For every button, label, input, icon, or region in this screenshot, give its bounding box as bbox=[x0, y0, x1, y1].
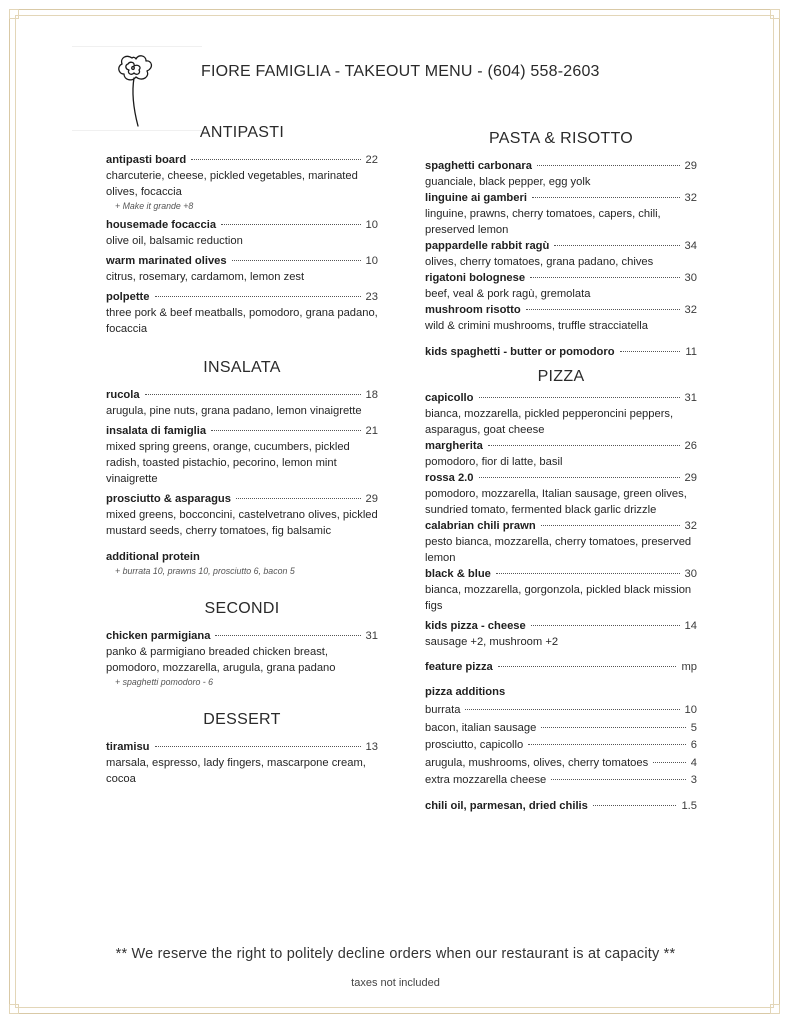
section-title-pizza: PIZZA bbox=[537, 368, 585, 385]
item-description: citrus, rosemary, cardamom, lemon zest bbox=[106, 271, 305, 283]
dot-leader bbox=[191, 159, 360, 160]
item-description: olives, cherry tomatoes, grana padano, chives bbox=[425, 256, 654, 268]
item-price: 30 bbox=[684, 568, 697, 580]
item-note: + spaghetti pomodoro - 6 bbox=[115, 677, 214, 687]
item-description: pesto bianca, mozzarella, cherry tomatoes, preserved lemon bbox=[425, 536, 692, 564]
item-note: + burrata 10, prawns 10, prosciutto 6, bacon 5 bbox=[115, 566, 295, 576]
item-name: prosciutto & asparagus bbox=[106, 493, 231, 505]
item-name: insalata di famiglia bbox=[106, 425, 207, 437]
item-description: guanciale, black pepper, egg yolk bbox=[425, 176, 591, 188]
item-name: polpette bbox=[106, 291, 150, 303]
item-price: 30 bbox=[684, 272, 697, 284]
capacity-notice: ** We reserve the right to politely decline orders when our restaurant is at capacity ** bbox=[115, 946, 676, 962]
addition-price: 4 bbox=[690, 756, 697, 769]
item-price: 31 bbox=[365, 630, 378, 642]
dot-leader bbox=[498, 666, 677, 667]
addition-row bbox=[425, 702, 697, 720]
additions-title: pizza additions bbox=[425, 686, 506, 698]
item-description: three pork & beef meatballs, pomodoro, grana padano, focaccia bbox=[106, 307, 378, 335]
item-price: 13 bbox=[365, 741, 378, 753]
menu-item bbox=[425, 470, 697, 518]
item-description: bianca, mozzarella, gorgonzola, pickled black mission figs bbox=[425, 584, 692, 612]
addition-row bbox=[425, 737, 697, 755]
page-title: FIORE FAMIGLIA - TAKEOUT MENU - (604) 558-2603 bbox=[201, 63, 600, 80]
dot-leader bbox=[532, 197, 680, 198]
item-name: chicken parmigiana bbox=[106, 630, 211, 642]
dot-leader bbox=[155, 746, 361, 747]
item-name: rucola bbox=[106, 389, 140, 401]
menu-item bbox=[425, 344, 697, 360]
dot-leader bbox=[215, 635, 360, 636]
item-name: warm marinated olives bbox=[106, 255, 227, 267]
dot-leader bbox=[221, 224, 360, 225]
item-description: bianca, mozzarella, pickled pepperoncini peppers, asparagus, goat cheese bbox=[425, 408, 674, 436]
dot-leader bbox=[479, 477, 680, 478]
item-description: wild & crimini mushrooms, truffle stracciatella bbox=[425, 320, 648, 332]
item-name: additional protein bbox=[106, 551, 200, 563]
menu-item bbox=[106, 217, 378, 249]
border-corner bbox=[770, 1004, 780, 1014]
dot-leader bbox=[620, 351, 681, 352]
menu-item bbox=[106, 289, 378, 337]
item-name: tiramisu bbox=[106, 741, 150, 753]
item-description: mixed greens, bocconcini, castelvetrano olives, pickled mustard seeds, cherry tomatoes, fig balsamic bbox=[106, 509, 378, 537]
item-price: mp bbox=[681, 661, 697, 673]
section-title-dessert: DESSERT bbox=[203, 711, 281, 728]
border-corner bbox=[9, 9, 19, 19]
item-name: rigatoni bolognese bbox=[425, 272, 526, 284]
menu-item bbox=[425, 302, 697, 334]
menu-item bbox=[425, 158, 697, 190]
addition-price: 3 bbox=[690, 774, 697, 786]
item-name: kids spaghetti - butter or pomodoro bbox=[425, 346, 615, 358]
pizza-additions bbox=[425, 684, 697, 790]
menu-item bbox=[425, 190, 697, 238]
item-name: mushroom risotto bbox=[425, 304, 521, 316]
menu-item bbox=[106, 423, 378, 487]
dot-leader bbox=[155, 296, 361, 297]
item-price: 14 bbox=[684, 620, 697, 632]
header-rule bbox=[72, 46, 202, 47]
item-price: 32 bbox=[684, 520, 697, 532]
section-title-insalata: INSALATA bbox=[203, 359, 281, 376]
dot-leader bbox=[465, 709, 679, 710]
dot-leader bbox=[211, 430, 360, 431]
item-price: 29 bbox=[684, 160, 697, 172]
item-name: black & blue bbox=[425, 568, 491, 580]
dot-leader bbox=[530, 277, 679, 278]
menu-item bbox=[425, 438, 697, 470]
item-name: kids pizza - cheese bbox=[425, 620, 526, 632]
addition-price: 6 bbox=[690, 739, 697, 751]
item-description: linguine, prawns, cherry tomatoes, capers, chili, preserved lemon bbox=[425, 208, 661, 236]
addition-name: extra mozzarella cheese bbox=[425, 774, 547, 786]
addition-name: bacon, italian sausage bbox=[425, 721, 537, 734]
dot-leader bbox=[526, 309, 680, 310]
dot-leader bbox=[653, 762, 686, 763]
item-price: 10 bbox=[365, 219, 378, 231]
item-description: pomodoro, fior di latte, basil bbox=[425, 456, 563, 468]
item-price: 26 bbox=[684, 440, 697, 452]
item-name: pappardelle rabbit ragù bbox=[425, 240, 550, 252]
item-description: olive oil, balsamic reduction bbox=[106, 235, 243, 247]
dot-leader bbox=[551, 779, 686, 780]
dot-leader bbox=[488, 445, 680, 446]
addition-name: prosciutto, capicollo bbox=[425, 739, 524, 751]
menu-item bbox=[106, 549, 378, 578]
dot-leader bbox=[537, 165, 680, 166]
dot-leader bbox=[479, 397, 680, 398]
item-price: 32 bbox=[684, 304, 697, 316]
item-name: chili oil, parmesan, dried chilis bbox=[425, 799, 588, 812]
item-price: 29 bbox=[684, 472, 697, 484]
item-name: housemade focaccia bbox=[106, 219, 217, 231]
dot-leader bbox=[554, 245, 679, 246]
dot-leader bbox=[236, 498, 361, 499]
item-description: marsala, espresso, lady fingers, mascarpone cream, cocoa bbox=[106, 757, 366, 785]
dot-leader bbox=[145, 394, 361, 395]
addition-row bbox=[425, 772, 697, 790]
item-name: spaghetti carbonara bbox=[425, 160, 532, 172]
section-title-antipasti: ANTIPASTI bbox=[199, 124, 285, 141]
menu-item bbox=[425, 659, 697, 675]
dot-leader bbox=[541, 525, 680, 526]
item-price: 21 bbox=[365, 425, 378, 437]
dot-leader bbox=[232, 260, 361, 261]
flower-logo-icon bbox=[112, 52, 164, 130]
border-corner bbox=[770, 9, 780, 19]
item-description: mixed spring greens, orange, cucumbers, pickled radish, toasted pistachio, pecorino, lemon mint vinaigrette bbox=[106, 441, 350, 485]
item-price: 11 bbox=[685, 346, 697, 358]
menu-item bbox=[425, 566, 697, 614]
item-name: feature pizza bbox=[425, 661, 493, 673]
item-name: antipasti board bbox=[106, 154, 187, 166]
item-price: 31 bbox=[684, 392, 697, 404]
item-price: 18 bbox=[365, 389, 378, 401]
item-note: + Make it grande +8 bbox=[115, 201, 194, 211]
menu-item bbox=[106, 253, 378, 285]
dot-leader bbox=[593, 805, 677, 806]
item-price: 1.5 bbox=[681, 799, 697, 812]
tax-notice: taxes not included bbox=[351, 977, 440, 989]
item-price: 10 bbox=[365, 255, 378, 267]
menu-item bbox=[425, 390, 697, 438]
item-description: beef, veal & pork ragù, gremolata bbox=[425, 288, 591, 300]
item-description: sausage +2, mushroom +2 bbox=[425, 636, 559, 648]
menu-item bbox=[106, 491, 378, 539]
item-name: linguine ai gamberi bbox=[425, 192, 527, 204]
right-column bbox=[425, 130, 697, 818]
menu-item bbox=[425, 618, 697, 650]
item-price: 34 bbox=[684, 240, 697, 252]
item-name: margherita bbox=[425, 440, 483, 452]
item-price: 29 bbox=[365, 493, 378, 505]
item-price: 32 bbox=[684, 192, 697, 204]
dot-leader bbox=[528, 744, 686, 745]
section-title-secondi: SECONDI bbox=[204, 600, 280, 617]
menu-item bbox=[425, 238, 697, 270]
border-corner bbox=[9, 1004, 19, 1014]
item-name: capicollo bbox=[425, 392, 474, 404]
item-description: panko & parmigiano breaded chicken breast, pomodoro, mozzarella, arugula, grana padano bbox=[106, 646, 336, 674]
addition-price: 5 bbox=[690, 721, 697, 734]
dot-leader bbox=[496, 573, 680, 574]
menu-item bbox=[425, 270, 697, 302]
dot-leader bbox=[531, 625, 680, 626]
menu-item bbox=[425, 798, 697, 814]
item-description: pomodoro, mozzarella, Italian sausage, green olives, sundried tomato, fermented black garlic drizzle bbox=[425, 488, 687, 516]
menu-item bbox=[106, 739, 378, 787]
addition-row bbox=[425, 720, 697, 738]
menu-item bbox=[106, 387, 378, 419]
menu-item bbox=[106, 628, 378, 689]
addition-price: 10 bbox=[684, 704, 697, 716]
addition-name: burrata bbox=[425, 704, 461, 716]
left-column bbox=[106, 124, 378, 791]
dot-leader bbox=[541, 727, 685, 728]
menu-item bbox=[106, 152, 378, 213]
addition-row bbox=[425, 755, 697, 773]
item-name: rossa 2.0 bbox=[425, 472, 474, 484]
item-name: calabrian chili prawn bbox=[425, 520, 536, 532]
item-description: charcuterie, cheese, pickled vegetables, marinated olives, focaccia bbox=[106, 170, 358, 198]
section-title-pasta: PASTA & RISOTTO bbox=[488, 130, 634, 147]
item-price: 22 bbox=[365, 154, 378, 166]
item-description: arugula, pine nuts, grana padano, lemon vinaigrette bbox=[106, 405, 362, 417]
addition-name: arugula, mushrooms, olives, cherry tomatoes bbox=[425, 756, 649, 769]
item-price: 23 bbox=[365, 291, 378, 303]
menu-item bbox=[425, 518, 697, 566]
